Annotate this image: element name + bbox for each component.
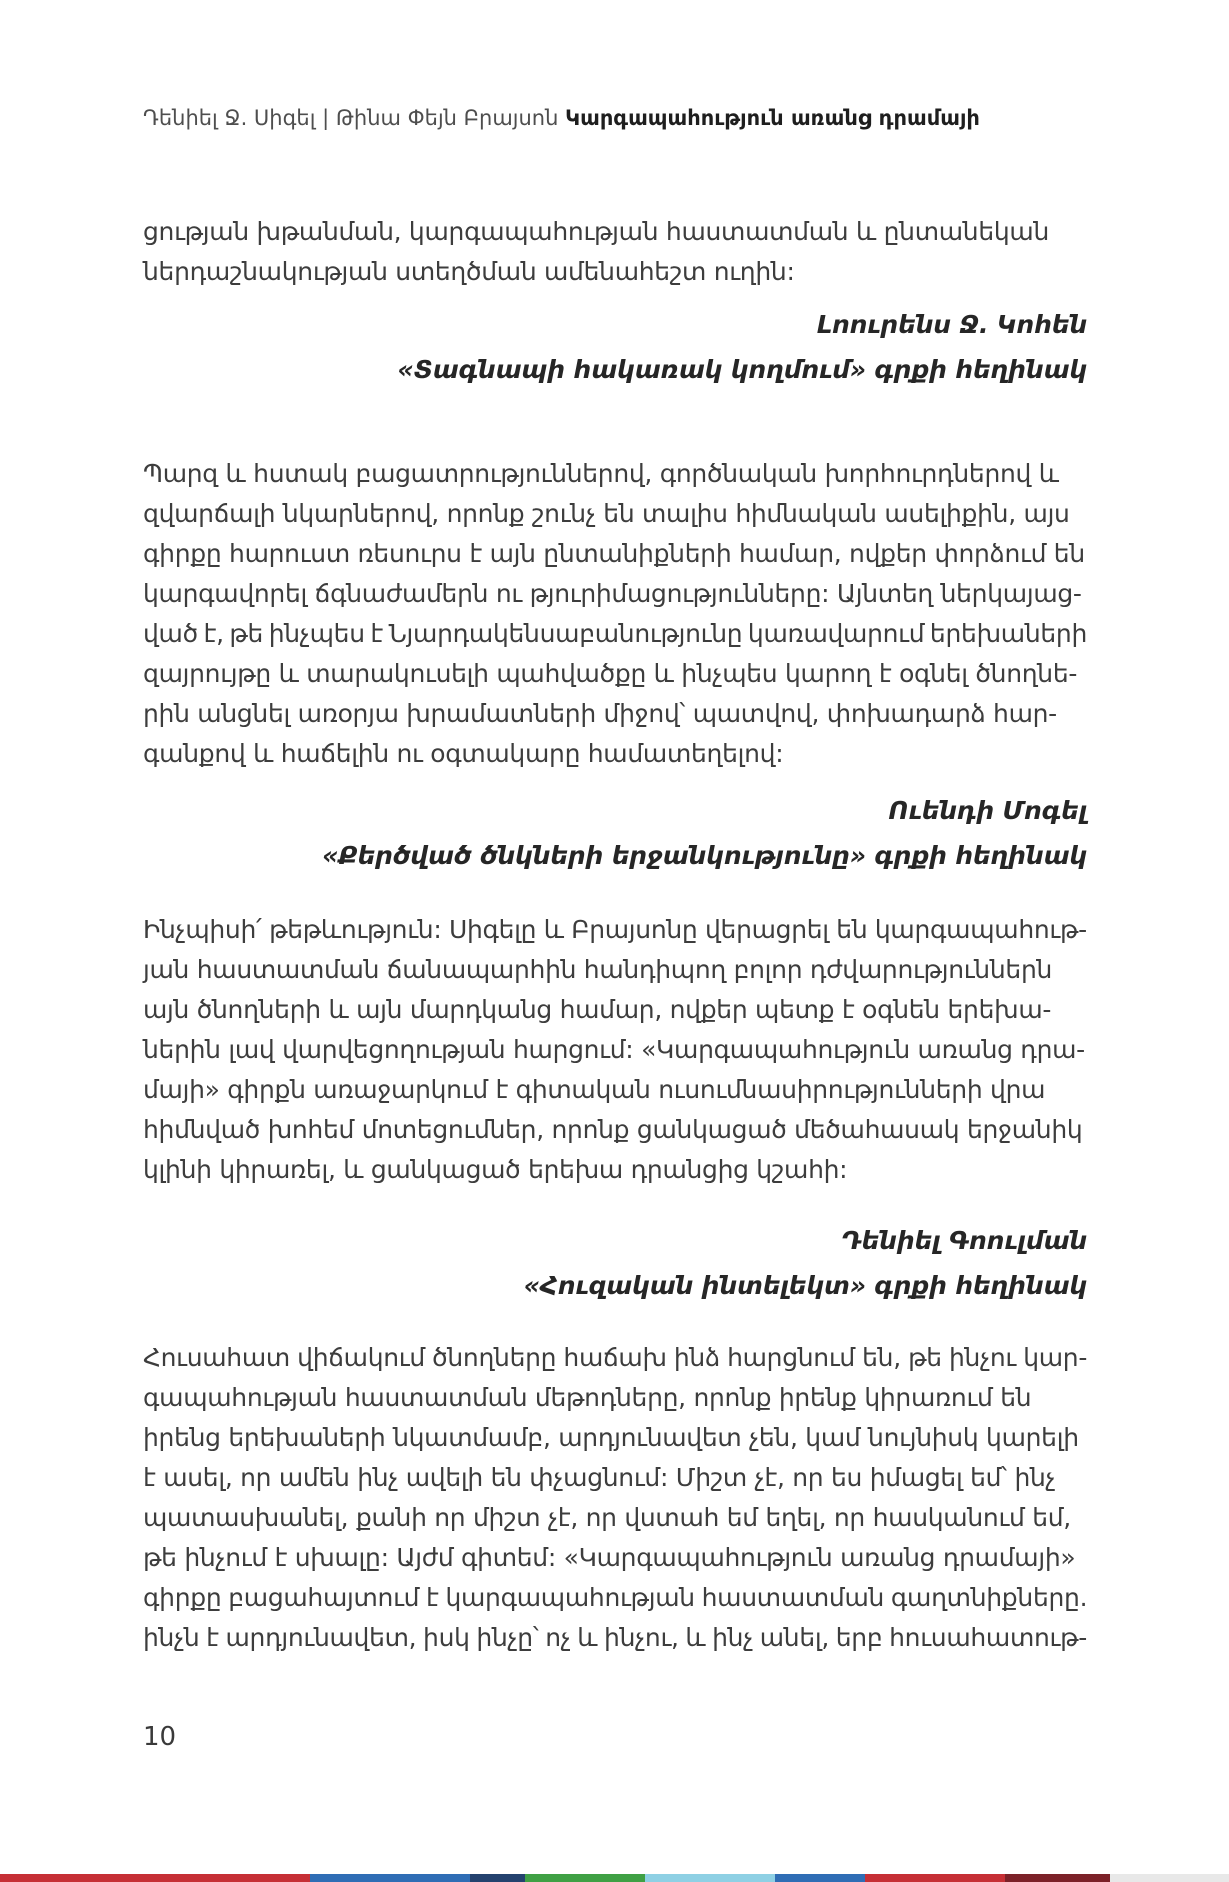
text-line: ներին լավ վարվեցողության հարցում: «Կարգապահություն առանց դրա- xyxy=(143,1035,1085,1064)
text-line: թե ինչում է սխալը: Այժմ գիտեմ: «Կարգապահություն առանց դրամայի» xyxy=(143,1543,1076,1572)
text-line: ինչն է արդյունավետ, իսկ ինչը՝ ոչ և ինչու, և ինչ անել, երբ հուսահատութ- xyxy=(143,1623,1088,1652)
color-bar-segment xyxy=(310,1874,470,1882)
running-head-authors: Դենիել Ջ. Սիգել | Թինա Փեյն Բրայսոն xyxy=(143,106,559,130)
attribution-3-name: Դենիել Գոուլման xyxy=(841,1226,1087,1255)
text-line: ցության խթանման, կարգապահության հաստատման և ընտանեկան xyxy=(143,217,1050,246)
text-line: գապահության հաստատման մեթոդները, որոնք իրենք կիրառում են xyxy=(143,1383,1032,1412)
text-line: է ասել, որ ամեն ինչ ավելի են փչացնում: Միշտ չէ, որ ես իմացել եմ՝ ինչ xyxy=(143,1463,1056,1492)
text-line: հիմնված խոհեմ մոտեցումներ, որոնք ցանկացած մեծահասակ երջանիկ xyxy=(143,1115,1083,1144)
attribution-2-book: «Քերծված ծնկների երջանկությունը» գրքի հեղինակ xyxy=(322,841,1087,870)
running-head-book-title: Կարգապահություն առանց դրամայի xyxy=(565,106,980,130)
text-line: գանքով և հաճելին ու օգտակարը համատեղելով: xyxy=(143,739,784,768)
text-line: իրենց երեխաների նկատմամբ, արդյունավետ չեն, կամ նույնիսկ կարելի xyxy=(143,1423,1079,1452)
color-bar-segment xyxy=(865,1874,1005,1882)
color-bar-segment xyxy=(0,1874,310,1882)
text-line: պատասխանել, քանի որ միշտ չէ, որ վստահ եմ եղել, որ հասկանում եմ, xyxy=(143,1503,1071,1532)
text-line: այն ծնողների և այն մարդկանց համար, ովքեր պետք է օգնեն երեխա- xyxy=(143,995,1052,1024)
attribution-3-book: «Հուզական ինտելեկտ» գրքի հեղինակ xyxy=(523,1271,1087,1300)
text-line: գիրքը բացահայտում է կարգապահության հաստատման գաղտնիքները. xyxy=(143,1583,1088,1612)
color-bar-segment xyxy=(775,1874,865,1882)
color-bar-segment xyxy=(1005,1874,1110,1882)
color-bar-segment xyxy=(525,1874,645,1882)
text-line: յան հաստատման ճանապարհին հանդիպող բոլոր դժվարություններն xyxy=(143,955,1053,984)
text-line: գիրքը հարուստ ռեսուրս է այն ընտանիքների համար, ովքեր փորձում են xyxy=(143,539,1085,568)
text-line: րին անցնել առօրյա խրամատների միջով՝ պատվով, փոխադարձ հար- xyxy=(143,699,1057,728)
endorsement-quote-continuation xyxy=(143,212,1087,292)
color-bar-segment xyxy=(645,1874,775,1882)
attribution-1-book: «Տագնապի հակառակ կողմում» գրքի հեղինակ xyxy=(397,355,1087,384)
text-line: զվարճալի նկարներով, որոնք շունչ են տալիս հիմնական ասելիքին, այս xyxy=(143,499,1070,528)
color-bar-segment xyxy=(470,1874,525,1882)
page-content xyxy=(143,212,1087,1658)
footer-color-bar xyxy=(0,1874,1229,1882)
text-line: մայի» գիրքն առաջարկում է գիտական ուսումնասիրությունների վրա xyxy=(143,1075,1046,1104)
text-line: Պարզ և հստակ բացատրություններով, գործնական խորհուրդներով և xyxy=(143,459,1059,488)
color-bar-segment xyxy=(1110,1874,1229,1882)
endorsement-quote-4 xyxy=(143,1338,1087,1658)
text-line: կլինի կիրառել, և ցանկացած երեխա դրանցից կշահի: xyxy=(143,1155,848,1184)
running-head xyxy=(143,104,980,132)
endorsement-quote-3 xyxy=(143,910,1087,1190)
text-line: ված է, թե ինչպես է Նյարդակենսաբանությունը կառավարում երեխաների xyxy=(143,619,1087,648)
text-line: զայրույթը և տարակուսելի պահվածքը և ինչպես կարող է օգնել ծնողնե- xyxy=(143,659,1078,688)
attribution-1 xyxy=(143,302,1087,392)
text-line: կարգավորել ճգնաժամերն ու թյուրիմացությունները: Այնտեղ ներկայաց- xyxy=(143,579,1082,608)
page-number: 10 xyxy=(143,1722,177,1752)
text-line: Հուսահատ վիճակում ծնողները հաճախ ինձ հարցնում են, թե ինչու կար- xyxy=(143,1343,1088,1372)
text-line: Ինչպիսի՛ թեթևություն: Սիգելը և Բրայսոնը վերացրել են կարգապահութ- xyxy=(143,915,1087,944)
attribution-2 xyxy=(143,788,1087,878)
attribution-1-name: Լոուրենս Ջ. Կոհեն xyxy=(816,310,1087,339)
endorsement-quote-2 xyxy=(143,454,1087,774)
attribution-3 xyxy=(143,1218,1087,1308)
text-line: ներդաշնակության ստեղծման ամենահեշտ ուղին: xyxy=(143,257,795,286)
attribution-2-name: Ուենդի Մոգել xyxy=(888,796,1087,825)
